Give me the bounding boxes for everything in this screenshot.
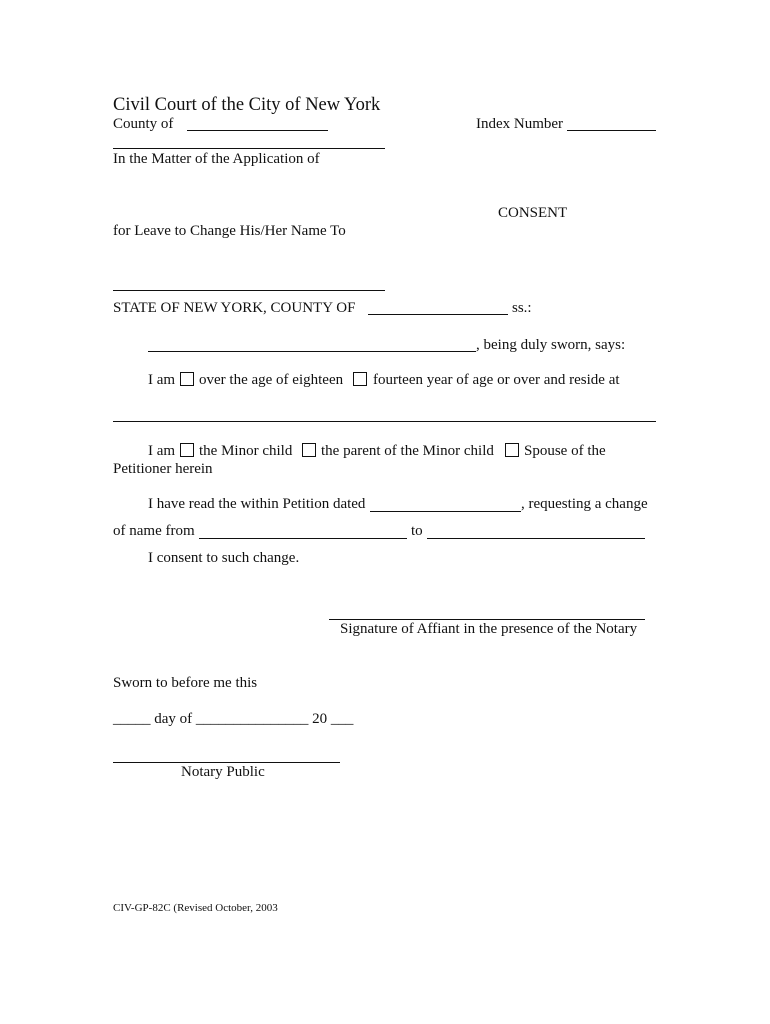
requesting-change-text: , requesting a change (521, 496, 648, 512)
index-number-field[interactable] (567, 130, 656, 131)
duly-sworn-text: , being duly sworn, says: (476, 337, 626, 353)
over-fourteen-label: fourteen year of age or over and reside at (373, 372, 620, 388)
notary-date-line[interactable]: _____ day of _______________ 20 ___ (113, 711, 354, 727)
name-from-label: of name from (113, 523, 195, 539)
ss-label: ss.: (512, 300, 532, 316)
parent-label: the parent of the Minor child (321, 443, 494, 459)
minor-child-label: the Minor child (199, 443, 293, 459)
matter-label: In the Matter of the Application of (113, 151, 320, 167)
over-eighteen-checkbox[interactable] (180, 372, 194, 386)
over-eighteen-label: over the age of eighteen (199, 372, 344, 388)
court-title: Civil Court of the City of New York (113, 95, 381, 115)
spouse-label: Spouse of the (524, 443, 606, 459)
parent-checkbox[interactable] (302, 443, 316, 457)
new-name-field[interactable] (113, 290, 385, 291)
sworn-before-label: Sworn to before me this (113, 675, 258, 691)
spouse-checkbox[interactable] (505, 443, 519, 457)
relation-prefix: I am (148, 443, 176, 459)
petition-dated-label: I have read the within Petition dated (148, 496, 366, 512)
notary-public-label: Notary Public (181, 764, 265, 780)
venue-county-field[interactable] (368, 314, 508, 315)
petitioner-herein-text: Petitioner herein (113, 461, 213, 477)
petition-date-field[interactable] (370, 511, 521, 512)
county-label: County of (113, 116, 174, 132)
age-prefix: I am (148, 372, 176, 388)
form-id: CIV-GP-82C (Revised October, 2003 (113, 902, 278, 914)
old-name-field[interactable] (199, 538, 407, 539)
minor-child-checkbox[interactable] (180, 443, 194, 457)
document-title: CONSENT (498, 205, 568, 221)
affiant-name-field[interactable] (148, 351, 476, 352)
index-number-label: Index Number (476, 116, 564, 132)
address-field[interactable] (113, 421, 656, 422)
signature-label: Signature of Affiant in the presence of the Notary (340, 621, 638, 637)
name-to-label: to (411, 523, 423, 539)
consent-statement: I consent to such change. (148, 550, 300, 566)
caption-divider (113, 148, 385, 149)
leave-label: for Leave to Change His/Her Name To (113, 223, 346, 239)
new-name-to-field[interactable] (427, 538, 645, 539)
over-fourteen-checkbox[interactable] (353, 372, 367, 386)
venue-label: STATE OF NEW YORK, COUNTY OF (113, 300, 356, 316)
county-field[interactable] (187, 130, 328, 131)
